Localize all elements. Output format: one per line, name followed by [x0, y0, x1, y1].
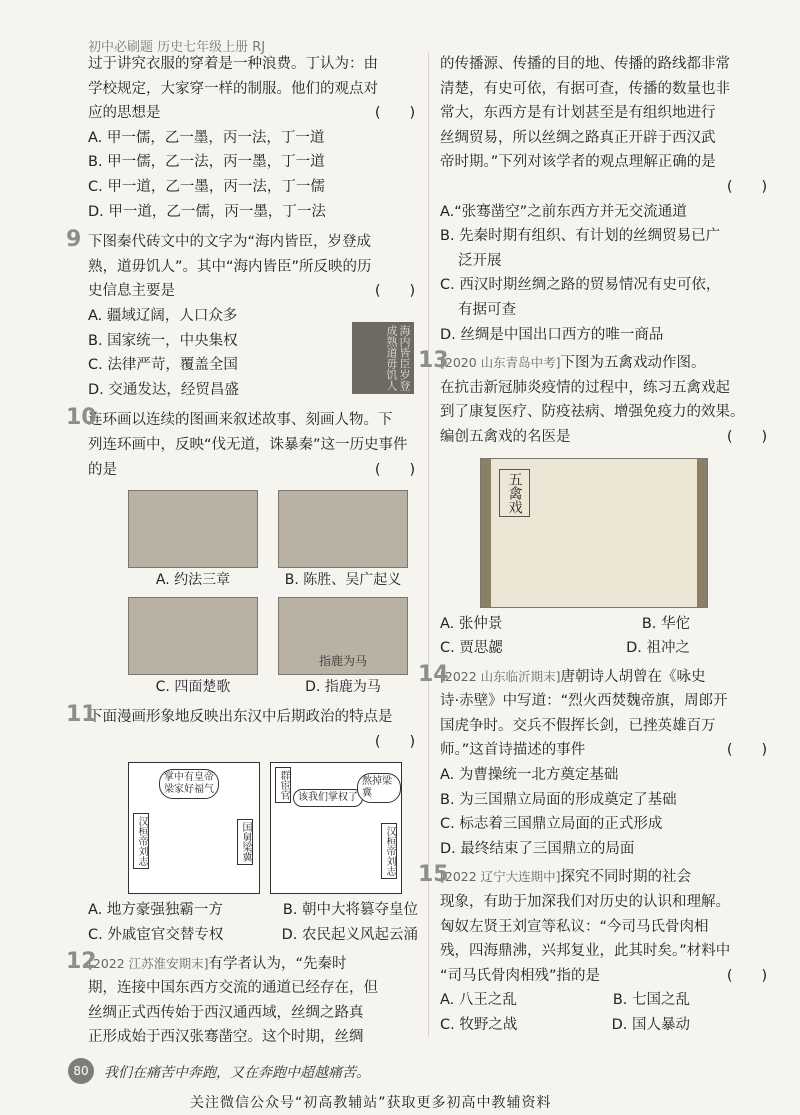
question-15 — [418, 862, 770, 1037]
q10-stem-line: 连环画以连续的图画来叙述故事、刻画人物。下 — [88, 412, 393, 429]
question-number: 11 — [66, 702, 97, 728]
image-caption-text: 指鹿为马 — [318, 654, 367, 669]
answer-paren[interactable]: ( ) — [726, 967, 768, 984]
page-number: 80 — [68, 1058, 94, 1084]
source-tag: [2022 江苏淮安期末] — [88, 955, 209, 971]
comic-options-grid — [128, 490, 418, 699]
q12-stem-line: 期，连接中国东西方交流的通道已经存在，但 — [88, 980, 378, 997]
q10-stem-line: 的是 — [88, 461, 117, 478]
question-number: 9 — [66, 227, 82, 253]
question-number: 13 — [418, 348, 449, 374]
option: C. 四面楚歌 — [155, 678, 231, 695]
speech-bubble: 熬掉梁冀 — [357, 773, 401, 803]
q13-stem-line: 在抗击新冠肺炎疫情的过程中，练习五禽戏起 — [440, 379, 730, 396]
option: A. 约法三章 — [155, 572, 231, 589]
q8-stem-line: 过于讲究衣服的穿着是一种浪费。丁认为：由 — [88, 56, 378, 72]
brick-inscription-image: 海内皆臣岁登成熟道毋饥人 — [352, 322, 414, 394]
question-number: 15 — [418, 862, 449, 888]
answer-paren[interactable]: ( ) — [726, 428, 768, 445]
source-tag: [2022 山东临沂期末] — [440, 668, 561, 684]
option-continued: 有据可查 — [458, 301, 516, 318]
q12-stem-line: 丝绸贸易，所以丝绸之路真正开辟于西汉武 — [440, 129, 716, 146]
question-number: 10 — [66, 405, 97, 431]
q10-stem-line: 列连环画中，反映“伐无道，诛暴秦”这一历史事件 — [88, 436, 408, 453]
option: B. 陈胜、吴广起义 — [284, 572, 402, 589]
comic-image — [128, 597, 258, 675]
scroll-rod — [481, 459, 491, 607]
q14-stem-line: 唐朝诗人胡曾在《咏史 — [560, 668, 706, 685]
cartoon — [128, 762, 418, 894]
q12-stem-line: 丝绸正式西传始于西汉通西域，丝绸之路真 — [88, 1004, 364, 1021]
source-tag: [2020 山东青岛中考] — [440, 355, 561, 371]
option[interactable]: D. 丝绸是中国出口西方的唯一商品 — [440, 326, 664, 343]
question-13 — [418, 348, 770, 661]
left-column — [66, 52, 418, 1050]
q12-stem-line: 常大，东西方是有计划甚至是有组织地进行 — [440, 105, 716, 122]
option[interactable]: C. 西汉时期丝绸之路的贸易情况有史可依， — [440, 277, 721, 294]
option-a-picture[interactable] — [128, 490, 258, 593]
wuqinxi-scroll-image — [480, 458, 708, 608]
source-tag: [2022 辽宁大连期中] — [440, 869, 561, 885]
option[interactable]: A. 疆域辽阔，人口众多 — [88, 307, 238, 324]
question-10 — [66, 405, 418, 699]
q13-stem-line: 到了康复医疗、防疫祛病、增强免疫力的效果。 — [440, 404, 745, 421]
footer-motto: 我们在痛苦中奔跑，又在奔跑中超越痛苦。 — [104, 1065, 370, 1081]
option[interactable]: C. 法律严苛，覆盖全国 — [88, 357, 238, 374]
question-number: 12 — [66, 948, 97, 974]
label-tag: 汉桓帝刘志 — [381, 823, 397, 879]
q12-stem-line: 的传播源、传播的目的地、传播的路线都非常 — [440, 56, 730, 72]
scroll-rod — [697, 459, 707, 607]
q12-stem-line: 有学者认为，“先秦时 — [208, 955, 347, 972]
question-8 — [88, 52, 418, 224]
q13-stem-line: 编创五禽戏的名医是 — [440, 428, 571, 445]
q15-stem-line: “司马氏骨肉相残”指的是 — [440, 967, 601, 984]
scroll-title: 五禽戏 — [499, 469, 530, 517]
option[interactable]: A. 地方豪强独霸一方 — [88, 902, 223, 919]
speech-bubble: 该我们掌权了 — [293, 789, 363, 807]
cartoon-panel-left — [128, 762, 260, 894]
option[interactable]: C. 甲一道，乙一墨，丙一法，丁一儒 — [88, 178, 325, 195]
option[interactable]: B. 国家统一，中央集权 — [88, 332, 238, 349]
option[interactable]: B. 华佗 — [641, 615, 690, 632]
option-c-picture[interactable] — [128, 597, 258, 700]
option[interactable]: C. 牧野之战 — [440, 1017, 518, 1033]
option[interactable]: D. 祖冲之 — [626, 640, 690, 657]
q11-stem-line: 下面漫画形象地反映出东汉中后期政治的特点是 — [88, 709, 393, 726]
speech-bubble: 掌中有皇帝 梁家好福气 — [159, 769, 219, 799]
option[interactable]: B. 七国之乱 — [612, 992, 690, 1009]
column-divider — [428, 52, 429, 1037]
q12-stem-line: 正形成始于西汉张骞凿空。这个时期，丝绸 — [88, 1029, 364, 1046]
option[interactable]: D. 甲一道，乙一儒，丙一墨，丁一法 — [88, 203, 326, 220]
q8-stem-line: 应的思想是 — [88, 105, 161, 122]
answer-paren[interactable]: ( ) — [374, 461, 416, 478]
question-9 — [66, 227, 418, 402]
answer-paren[interactable]: ( ) — [374, 733, 416, 750]
q9-stem-line: 史信息主要是 — [88, 283, 175, 300]
comic-image — [278, 597, 408, 675]
q8-stem-line: 学校规定，大家穿一样的制服。他们的观点对 — [88, 80, 378, 97]
comic-image — [128, 490, 258, 568]
footer-notice: 关注微信公众号“初高教辅站”获取更多初高中教辅资料 — [190, 1095, 552, 1111]
answer-paren[interactable]: ( ) — [374, 105, 416, 122]
answer-paren[interactable]: ( ) — [726, 742, 768, 759]
right-column — [418, 52, 770, 1038]
question-12 — [66, 948, 418, 1050]
q13-stem-line: 下图为五禽戏动作图。 — [560, 355, 706, 372]
option-continued: 泛开展 — [458, 252, 502, 269]
option[interactable]: D. 最终结束了三国鼎立的局面 — [440, 840, 635, 857]
q15-stem-line: 残，四海鼎沸，兴邦复业，此其时矣。”材料中 — [440, 943, 731, 960]
cartoon-panel-right — [270, 762, 402, 894]
option: D. 指鹿为马 — [305, 678, 381, 695]
page-header: 初中必刷题 历史七年级上册 RJ — [88, 40, 266, 55]
q14-stem-line: 国虎争时。交兵不假挥长剑，已挫英雄百万 — [440, 717, 716, 734]
option[interactable]: B. 先秦时期有组织、有计划的丝绸贸易已广 — [440, 228, 721, 245]
answer-paren[interactable]: ( ) — [726, 178, 768, 195]
option[interactable]: B. 为三国鼎立局面的形成奠定了基础 — [440, 791, 677, 808]
option[interactable]: A. 张仲景 — [440, 615, 503, 632]
q9-stem-line: 下图秦代砖文中的文字为“海内皆臣，岁登成 — [88, 234, 372, 251]
answer-paren[interactable]: ( ) — [374, 283, 416, 300]
option-d-picture[interactable] — [278, 597, 408, 700]
label-tag: 国舅梁冀 — [237, 819, 253, 865]
question-number: 14 — [418, 661, 449, 687]
option[interactable]: D. 国人暴动 — [611, 1017, 690, 1033]
option[interactable]: A. 甲一儒，乙一墨，丙一法，丁一道 — [88, 129, 325, 146]
option[interactable]: A. 八王之乱 — [440, 992, 517, 1009]
q14-stem-line: 师。”这首诗描述的事件 — [440, 742, 586, 759]
question-11 — [66, 702, 418, 947]
q9-stem-line: 熟，道毋饥人”。其中“海内皆臣”所反映的历 — [88, 258, 372, 275]
option[interactable]: B. 朝中大将篡夺皇位 — [282, 902, 418, 919]
q12-stem-line: 帝时期。”下列对该学者的观点理解正确的是 — [440, 154, 716, 171]
option[interactable]: A.“张骞凿空”之前东西方并无交流通道 — [440, 203, 687, 220]
option[interactable]: A. 为曹操统一北方奠定基础 — [440, 767, 619, 784]
option[interactable]: D. 农民起义风起云涌 — [281, 927, 418, 944]
option[interactable]: B. 甲一儒，乙一法，丙一墨，丁一道 — [88, 154, 325, 171]
option-b-picture[interactable] — [278, 490, 408, 593]
label-tag: 群宦官 — [275, 767, 291, 803]
option[interactable]: C. 标志着三国鼎立局面的正式形成 — [440, 816, 663, 833]
option[interactable]: C. 外戚宦官交替专权 — [88, 927, 224, 944]
q12-stem-line: 清楚，有史可依，有据可查，传播的数量也非 — [440, 80, 730, 97]
option[interactable]: D. 交通发达，经贸昌盛 — [88, 381, 239, 398]
question-12-continued — [440, 52, 770, 347]
q15-stem-line: 探究不同时期的社会 — [560, 869, 692, 886]
q15-stem-line: 现象，有助于加深我们对历史的认识和理解。 — [440, 894, 730, 911]
q15-stem-line: 匈奴左贤王刘宣等私议：“今司马氏骨肉相 — [440, 918, 709, 935]
q14-stem-line: 诗·赤壁》中写道：“烈火西焚魏帝旗，周郎开 — [440, 693, 728, 710]
option[interactable]: C. 贾思勰 — [440, 640, 503, 657]
label-tag: 汉桓帝刘志 — [133, 813, 149, 869]
comic-image — [278, 490, 408, 568]
question-14 — [418, 661, 770, 862]
